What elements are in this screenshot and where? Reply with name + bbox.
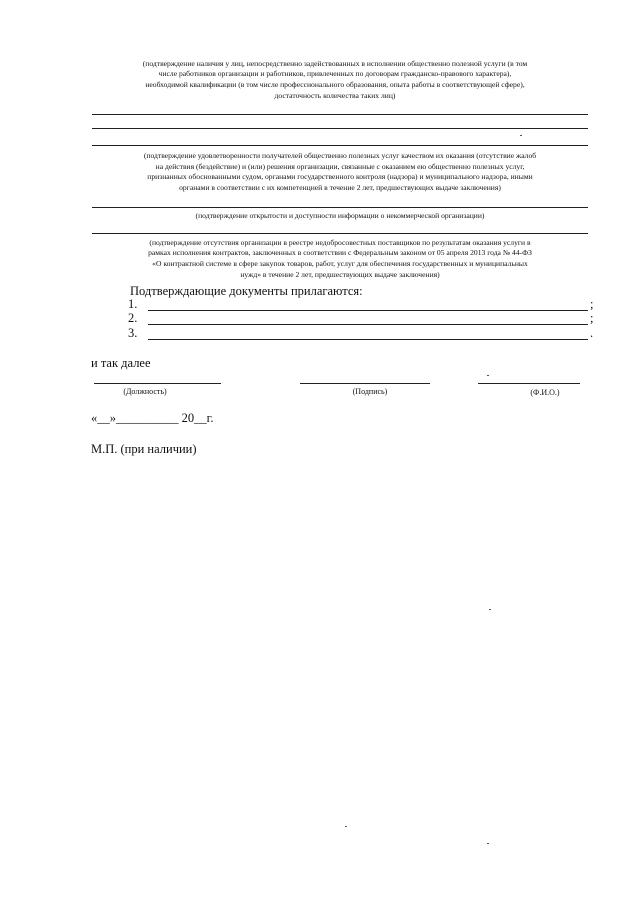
doc-item-end-mark: ; bbox=[590, 311, 594, 325]
fill-line-4 bbox=[92, 207, 588, 208]
caption-registry-line-4: нужд» в течение 2 лет, предшествующих выдаче заключения) bbox=[240, 270, 440, 279]
fill-line-5 bbox=[92, 233, 588, 234]
doc-item-number: 3. bbox=[128, 326, 138, 340]
scan-speck bbox=[489, 609, 491, 610]
docs-heading: Подтверждающие документы прилагаются: bbox=[130, 284, 363, 298]
caption-staff-line-3: необходимой квалификации (в том числе профессионального образования, опыта работы в соответствующей сфере), bbox=[145, 80, 525, 89]
caption-registry-line-1: (подтверждение отсутствия организации в реестре недобросовестных поставщиков по результатам оказания услуги в bbox=[149, 238, 531, 247]
doc-item-fill-line bbox=[148, 339, 588, 340]
name-line bbox=[478, 383, 580, 384]
signature-line bbox=[300, 383, 430, 384]
caption-registry-line-3: «О контрактной системе в сфере закупок товаров, работ, услуг для обеспечения государственных и муниципальных bbox=[152, 259, 528, 268]
caption-satisfaction-line-3: признанных обоснованными судом, органами государственного контроля (надзора) и муниципального надзора, иными bbox=[147, 172, 533, 181]
doc-item-2 bbox=[128, 311, 598, 327]
stamp-text: М.П. (при наличии) bbox=[91, 442, 197, 456]
doc-item-number: 2. bbox=[128, 311, 138, 325]
scan-speck bbox=[487, 843, 489, 844]
doc-item-3 bbox=[128, 326, 598, 342]
doc-item-number: 1. bbox=[128, 297, 138, 311]
caption-openness: (подтверждение открытости и доступности информации о некоммерческой организации) bbox=[195, 211, 485, 220]
caption-staff-line-1: (подтверждение наличия у лиц, непосредственно задействованных в исполнении общественно полезной услуги (в том bbox=[142, 59, 528, 68]
caption-satisfaction-line-2: на действия (бездействие) и (или) решения организации, связанные с оказанием ею общественно полезных услуг, bbox=[155, 162, 525, 171]
name-label: (Ф.И.О.) bbox=[530, 388, 560, 397]
doc-item-fill-line bbox=[148, 324, 588, 325]
signature-label: (Подпись) bbox=[352, 387, 388, 396]
doc-item-end-mark: . bbox=[590, 326, 594, 340]
caption-satisfaction-line-4: органами в соответствии с их компетенцией в течение 2 лет, предшествующих выдаче заключения) bbox=[179, 183, 501, 192]
position-label: (Должность) bbox=[123, 387, 167, 396]
caption-staff-line-4: достаточность количества таких лиц) bbox=[274, 91, 396, 100]
caption-registry-line-2: рамках исполнения контрактов, заключенных в соответствии с Федеральным законом от 05 апреля 2013 года № 44-ФЗ bbox=[148, 248, 532, 257]
caption-satisfaction-line-1: (подтверждение удовлетворенности получателей общественно полезных услуг качеством их оказания (отсутствие жалоб bbox=[143, 151, 537, 160]
fill-line-2 bbox=[92, 128, 588, 129]
fill-line-1 bbox=[92, 114, 588, 115]
doc-item-end-mark: ; bbox=[590, 297, 594, 311]
position-line bbox=[94, 383, 221, 384]
scan-speck bbox=[345, 826, 347, 827]
scan-speck bbox=[487, 375, 489, 376]
scan-speck bbox=[520, 135, 522, 136]
etc-text: и так далее bbox=[91, 356, 151, 370]
caption-staff-line-2: числе работников организации и работников, привлеченных по договорам гражданско-правового характера), bbox=[158, 69, 512, 78]
date-line: «__»__________ 20__г. bbox=[91, 411, 214, 425]
fill-line-3 bbox=[92, 145, 588, 146]
